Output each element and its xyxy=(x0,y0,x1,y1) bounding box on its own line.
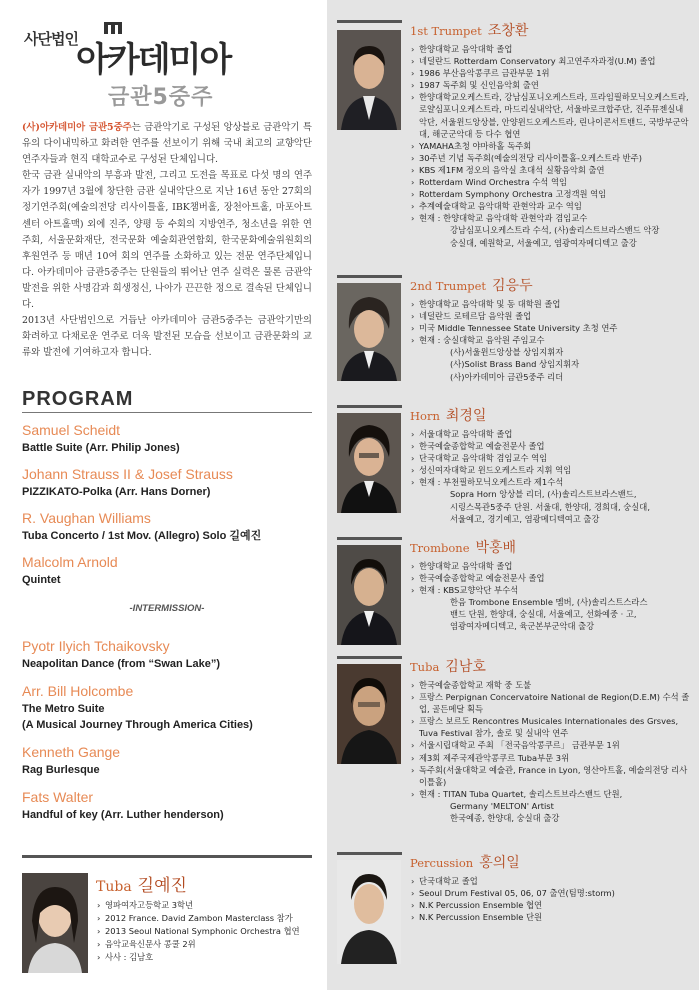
member-item: › 단국대학교 음악대학 겸임교수 역임 xyxy=(410,452,690,464)
member-item: › 프랑스 보르도 Rencontres Musicales Internationales des Grsves, Tuva Festival 참가, 솔로 및 실내악 연주 xyxy=(410,715,690,739)
member-item: › 30주년 기념 독주회(예술의전당 리사이틀홀-오케스트라 반주) xyxy=(410,152,690,164)
member-item: › 한국예술종합학교 예술전문사 졸업 xyxy=(410,440,690,452)
member-name: 박홍배 xyxy=(475,540,517,556)
work-title: Quintet xyxy=(22,574,61,586)
member-card-1st-trumpet xyxy=(337,20,692,270)
member-info xyxy=(410,275,690,383)
member-info xyxy=(410,537,690,633)
work-title: Rag Burlesque xyxy=(22,764,100,776)
program-title: PROGRAM xyxy=(22,388,134,410)
work-subtitle: (A Musical Journey Through America Cities) xyxy=(22,719,253,731)
member-item: 염광여자메디텍고, 육군본부군악대 출강 xyxy=(450,621,595,632)
soloist-role: Tuba xyxy=(96,879,132,895)
member-card-percussion xyxy=(337,852,692,972)
member-item: › 현재 : 한양대학교 음악대학 관현악과 겸임교수 xyxy=(410,212,690,224)
member-item: › Rotterdam Wind Orchestra 수석 역임 xyxy=(410,176,690,188)
logo-small-text: 사단법인 xyxy=(24,30,78,48)
member-item: › 네덜란드 로테르담 음악원 졸업 xyxy=(410,310,690,322)
member-item: › 프랑스 Perpignan Concervatoire National de Region(D.E.M) 수석 졸업, 골든메달 획득 xyxy=(410,691,690,715)
member-name: 홍의일 xyxy=(479,855,520,871)
soloist-item-text: 영파여자고등학교 3학년 xyxy=(105,900,194,910)
member-item: › 한양대학교 음악대학 및 동 대학원 졸업 xyxy=(410,298,690,310)
work-title: The Metro Suite xyxy=(22,703,105,715)
member-item: (사)아카데미아 금관5중주 리더 xyxy=(450,371,564,382)
soloist-item: › 영파여자고등학교 3학년 xyxy=(97,900,194,910)
member-item: › 서울시립대학교 주최 「전국음악콩쿠르」 금관부문 1위 xyxy=(410,739,690,751)
member-role: 1st Trumpet xyxy=(410,24,482,38)
member-items xyxy=(410,560,690,633)
member-item: › 현재 : 숭실대학교 음악원 주임교수 xyxy=(410,334,690,346)
member-item: › KBS 제1FM 정오의 음악실 초대석 실황음악회 출연 xyxy=(410,164,690,176)
work-title: Neapolitan Dance (from “Swan Lake”) xyxy=(22,658,221,670)
member-item: › 현재 : KBS교향악단 부수석 xyxy=(410,584,690,596)
member-item: › 한양대학교 음악대학 졸업 xyxy=(410,43,690,55)
member-role: 2nd Trumpet xyxy=(410,279,487,293)
member-items xyxy=(410,679,690,824)
member-card-horn xyxy=(337,405,692,535)
work-title: Tuba Concerto / 1st Mov. (Allegro) Solo 길예진 xyxy=(22,530,262,542)
member-item: › YAMAHA초청 야마하홀 독주회 xyxy=(410,140,690,152)
member-item: › 현재 : TITAN Tuba Quartet, 솔리스트브라스밴드 단원, xyxy=(410,788,690,800)
member-info xyxy=(410,852,690,923)
member-item: › 한국예술종합학교 재학 중 도불 xyxy=(410,679,690,691)
member-info xyxy=(410,405,690,525)
left-panel xyxy=(0,0,327,990)
member-info xyxy=(410,20,690,249)
member-name: 김응두 xyxy=(492,278,533,294)
member-name: 조창환 xyxy=(487,23,529,39)
composer: Kenneth Gange xyxy=(22,744,121,760)
soloist-item-text: 사사 : 김남호 xyxy=(105,952,154,962)
member-photo xyxy=(337,664,401,764)
member-divider xyxy=(337,405,402,408)
member-item: (사)서울윈드앙상블 상임지휘자 xyxy=(450,347,564,358)
member-divider xyxy=(337,20,402,23)
soloist-item: › 사사 : 김남호 xyxy=(97,952,154,962)
member-item: › 추계예술대학교 음악대학 관현악과 교수 역임 xyxy=(410,200,690,212)
member-item: 시링스목관5중주 단원. 서울대, 한양대, 경희대, 숭실대, xyxy=(450,501,650,512)
member-item: › 한양대학교오케스트라, 강남심포니오케스트라, 프라임필하모닉오케스트라, 로얄심포니오케스트라, 마드리실내악단, 서울바로크합주단, 진주뮤젠실내악단, 서울윈드앙상블, 안양윈드오케스트라, 린나이콘서트밴드, 국방부군악대, 해군군악대 등 다수 협연 xyxy=(410,91,690,139)
intro-highlight: (사)아카데미아 금관5중주 xyxy=(22,122,132,133)
member-item: › 성신여자대학교 윈드오케스트라 지휘 역임 xyxy=(410,464,690,476)
composer: Johann Strauss II & Josef Strauss xyxy=(22,466,233,482)
member-photo xyxy=(337,283,401,381)
soloist-item-text: 2013 Seoul National Symphonic Orchestra 협연 xyxy=(105,926,300,936)
intro-text xyxy=(22,120,312,361)
member-photo xyxy=(337,30,401,130)
logo-main-text: 아카데미아 xyxy=(76,40,231,80)
member-item: › 제3회 제주국제관악콩쿠르 Tuba부문 3위 xyxy=(410,752,690,764)
composer: Arr. Bill Holcombe xyxy=(22,683,134,699)
member-items xyxy=(410,43,690,249)
member-item: 밴드 단원, 한양대, 숭실대, 서울예고, 선화예중 · 고, xyxy=(450,609,637,620)
composer: Pyotr Ilyich Tchaikovsky xyxy=(22,638,170,654)
work-title: PIZZIKATO-Polka (Arr. Hans Dorner) xyxy=(22,486,211,498)
member-item: › N.K Percussion Ensemble 단원 xyxy=(410,911,690,923)
composer: R. Vaughan Williams xyxy=(22,510,151,526)
program-piece xyxy=(22,422,312,456)
member-item: › 네덜란드 Rotterdam Conservatory 최고연주자과정(U.M) 졸업 xyxy=(410,55,690,67)
member-divider xyxy=(337,275,402,278)
member-item: 한음 Trombone Ensemble 멤버, (사)솔리스트스라스 xyxy=(450,597,648,608)
member-name: 최경일 xyxy=(445,408,487,424)
composer: Malcolm Arnold xyxy=(22,554,118,570)
member-photo xyxy=(337,860,401,964)
member-item: 강남심포니오케스트라 수석, (사)솔리스트브라스밴드 악장 xyxy=(450,225,660,236)
member-item: › 1987 독주회 및 신인음악회 출연 xyxy=(410,79,690,91)
member-item: Sopra Horn 앙상블 리더, (사)솔리스트브라스밴드, xyxy=(450,489,637,500)
member-item: › 1986 부산음악콩쿠르 금관부문 1위 xyxy=(410,67,690,79)
member-item: 숭실대, 예원학교, 서울예고, 염광여자메디텍고 출강 xyxy=(450,237,637,248)
soloist-item-text: 음악교육신문사 콩쿨 2위 xyxy=(105,939,196,949)
program-piece xyxy=(22,466,312,500)
program-piece xyxy=(22,744,312,778)
member-card-tuba xyxy=(337,656,692,846)
member-card-2nd-trumpet xyxy=(337,275,692,400)
soloist-item: › 음악교육신문사 콩쿨 2위 xyxy=(97,939,196,949)
member-role: Tuba xyxy=(410,660,440,674)
member-item: › 독주회(서울대학교 예술관, France in Lyon, 영산아트홀, 예술의전당 리사이틀홀) xyxy=(410,764,690,788)
member-divider xyxy=(337,537,402,540)
member-card-trombone xyxy=(337,537,692,649)
program-piece xyxy=(22,638,312,672)
intro-paragraph-3: 2013년 사단법인으로 거듭난 아카데미아 금관5중주는 금관악기만의 화려하고 다채로운 연주로 더욱 발전된 모습을 선보이고 금관문화의 교류와 발전에 기여하고자 합니다. xyxy=(22,315,312,359)
intermission-label: -INTERMISSION- xyxy=(129,603,205,614)
work-title: Handful of key (Arr. Luther henderson) xyxy=(22,809,224,821)
member-name: 김남호 xyxy=(445,659,486,675)
soloist-card xyxy=(22,855,312,975)
member-item: › 서울대학교 음악대학 졸업 xyxy=(410,428,690,440)
member-photo xyxy=(337,545,401,645)
member-item: 한국예종, 한양대, 숭실대 출강 xyxy=(450,813,560,824)
member-items xyxy=(410,875,690,923)
member-item: › 한국예술종합학교 예술전문사 졸업 xyxy=(410,572,690,584)
program-piece xyxy=(22,789,312,823)
soloist-photo xyxy=(22,873,88,973)
member-item: › 한양대학교 음악대학 졸업 xyxy=(410,560,690,572)
member-photo xyxy=(337,413,401,513)
soloist-item: › 2013 Seoul National Symphonic Orchestra 협연 xyxy=(97,926,300,936)
program-piece xyxy=(22,554,312,588)
program-divider xyxy=(22,412,312,413)
member-item: › Rotterdam Symphony Orchestra 고정객원 역임 xyxy=(410,188,690,200)
intro-paragraph-1: 는 금관악기로 구성된 앙상블로 금관악기 특유의 다이내믹하고 화려한 연주를 선보이기 위해 국내 최고의 교향악단 연주자들과 현직 대학교수로 구성된 단체입니다. xyxy=(22,122,312,166)
soloist-item: › 2012 France. David Zambon Masterclass 참가 xyxy=(97,913,293,923)
member-divider xyxy=(337,852,402,855)
soloist-item-text: 2012 France. David Zambon Masterclass 참가 xyxy=(105,913,293,923)
member-item: › Seoul Drum Festival 05, 06, 07 출연(팀명:storm) xyxy=(410,887,690,899)
intro-paragraph-2: 한국 금관 실내악의 부흥과 발전, 그리고 도전을 목표로 다섯 명의 연주자가 1997년 3월에 창단한 금관 실내악단으로 지난 16년 동안 27회의 정기연주회(예술의전당 리사이틀홀, IBK챔버홀, 장천아트홀, 마포아트센터 아트홀맥) 외에 진주, 양평 등 수회의 지방연주, 청소년을 위한 연주회, 서울문화재단, 전국문화 예술회관연합회, 한국문화예술위원회의 후원연주 등 매년 10여 회의 연주를 소화하고 있는 전문 연주단체입니다. 아카데미아 금관5중주는 단원들의 뛰어난 연주 실력은 물론 금관악 발전을 위한 사명감과 희생정신, 나아가 끈끈한 정으로 결속된 단체입니다. xyxy=(22,170,312,311)
member-item: Germany 'MELTON' Artist xyxy=(450,800,554,811)
soloist-name: 길예진 xyxy=(137,876,187,896)
member-item: › 현재 : 부천필하모닉오케스트라 제1수석 xyxy=(410,476,690,488)
program-piece xyxy=(22,683,312,733)
member-divider xyxy=(337,656,402,659)
member-item: 서울예고, 경기예고, 염광메디텍여고 출강 xyxy=(450,513,600,524)
member-role: Percussion xyxy=(410,856,474,870)
soloist-divider xyxy=(22,855,312,858)
member-item: › 미국 Middle Tennessee State University 초청 연주 xyxy=(410,322,690,334)
logo-sub-text: 금관5중주 xyxy=(108,85,214,110)
member-item: › N.K Percussion Ensemble 협연 xyxy=(410,899,690,911)
program-piece xyxy=(22,510,312,544)
member-items xyxy=(410,298,690,383)
member-item: › 단국대학교 졸업 xyxy=(410,875,690,887)
member-info xyxy=(410,656,690,824)
work-title: Battle Suite (Arr. Philip Jones) xyxy=(22,442,180,454)
member-role: Horn xyxy=(410,409,440,423)
composer: Samuel Scheidt xyxy=(22,422,121,438)
member-item: (사)Solist Brass Band 상임지휘자 xyxy=(450,359,580,370)
member-role: Trombone xyxy=(410,541,470,555)
member-items xyxy=(410,428,690,525)
logo xyxy=(24,22,254,112)
composer: Fats Walter xyxy=(22,789,94,805)
